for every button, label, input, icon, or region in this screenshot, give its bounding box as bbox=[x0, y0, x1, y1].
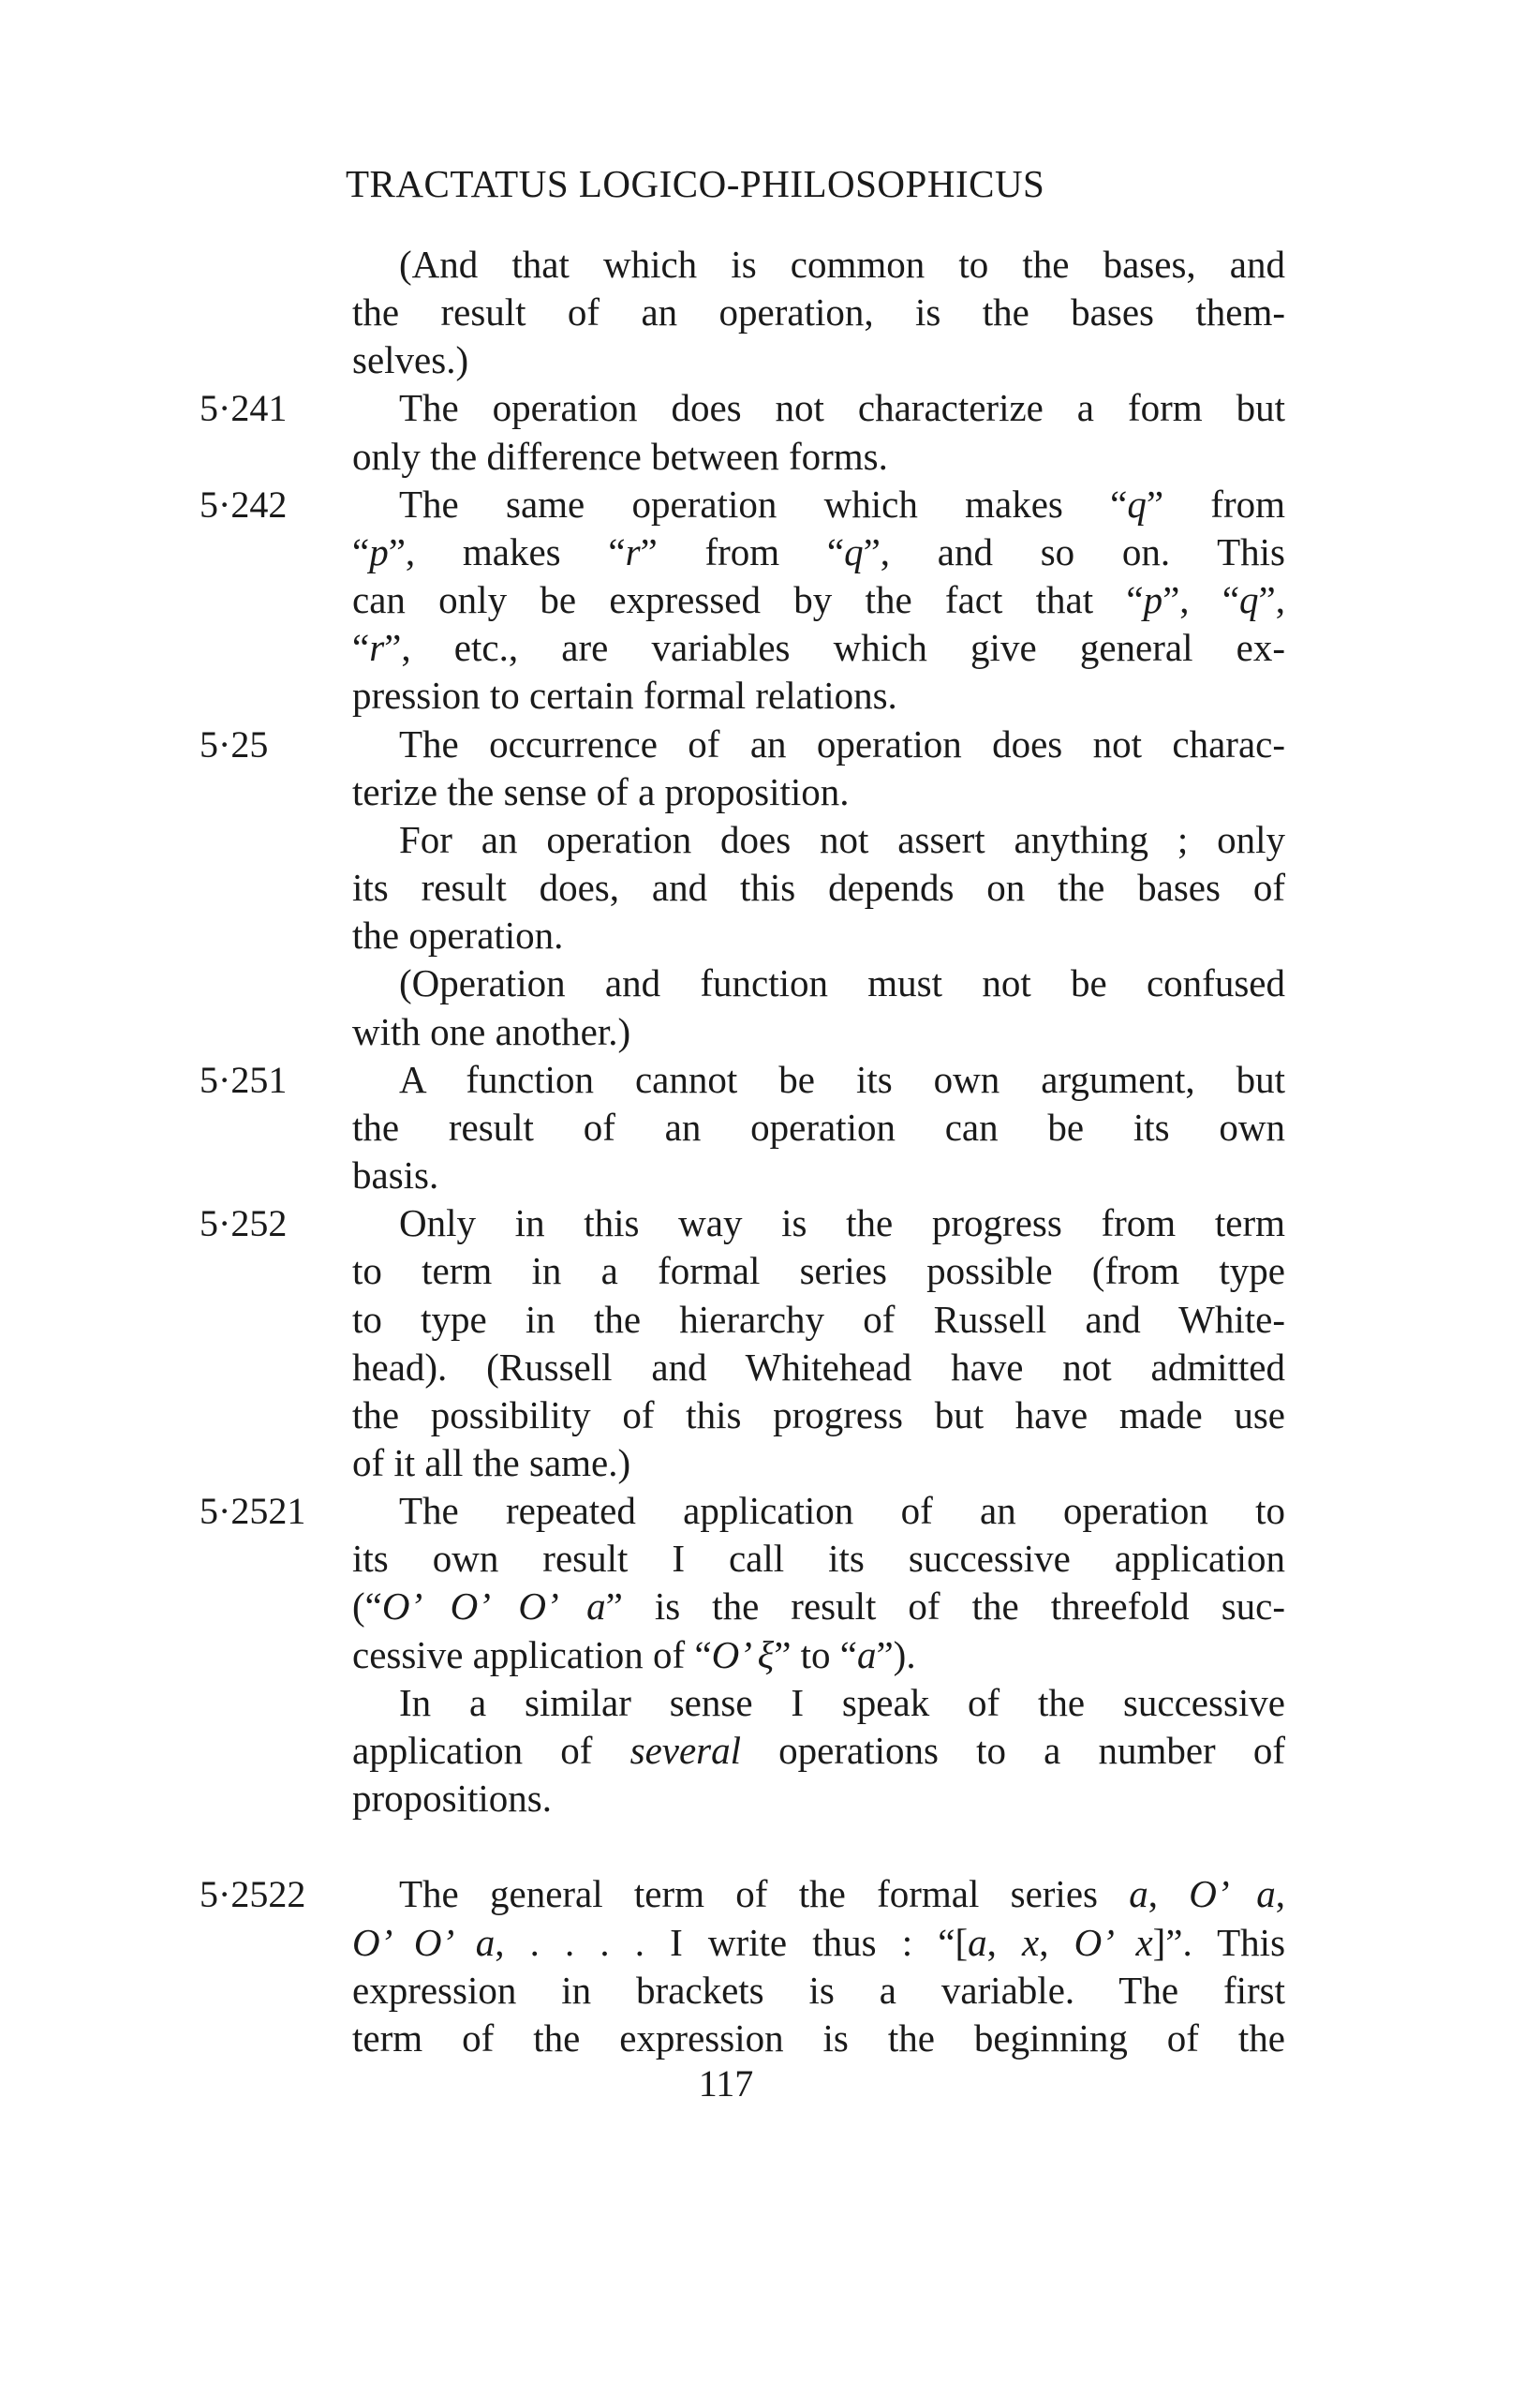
text-line: the operation. bbox=[352, 914, 564, 958]
text-line: pression to certain formal relations. bbox=[352, 674, 897, 718]
italic-term: r bbox=[369, 626, 385, 670]
text-line: The same operation which makes “q” from bbox=[399, 482, 1285, 526]
text-line: Only in this way is the progress from term bbox=[399, 1201, 1285, 1245]
text-line: cessive application of “O’ ξ” to “a”). bbox=[352, 1632, 916, 1676]
text-line: to term in a formal series possible (from type bbox=[352, 1249, 1285, 1293]
text-line: its own result I call its successive application bbox=[352, 1537, 1285, 1581]
text-line: O’ O’ a, . . . . I write thus : “[a, x, O’ x]”. This bbox=[352, 1920, 1286, 1964]
italic-term: r bbox=[625, 529, 641, 573]
italic-term: a bbox=[856, 1632, 877, 1676]
italic-term: a bbox=[968, 1920, 987, 1964]
proposition-number: 5·241 bbox=[200, 387, 288, 430]
italic-term: q bbox=[1239, 578, 1259, 622]
proposition-number: 5·25 bbox=[200, 722, 269, 766]
proposition-number: 5·251 bbox=[200, 1058, 288, 1101]
italic-term: O’ x bbox=[1074, 1920, 1153, 1964]
text-line: The repeated application of an operation to bbox=[399, 1489, 1285, 1533]
text-line: selves.) bbox=[352, 338, 469, 382]
italic-term: p bbox=[1143, 578, 1163, 622]
proposition-number: 5·2522 bbox=[200, 1873, 306, 1916]
proposition-number: 5·242 bbox=[200, 483, 288, 526]
text-line: the result of an operation, is the bases them- bbox=[352, 290, 1285, 335]
text-line: term of the expression is the beginning of the bbox=[352, 2016, 1285, 2060]
text-line: to type in the hierarchy of Russell and White- bbox=[352, 1297, 1285, 1341]
running-head: TRACTATUS LOGICO-PHILOSOPHICUS bbox=[346, 162, 1045, 205]
italic-term: O’ O’ a bbox=[352, 1920, 496, 1964]
text-line: the possibility of this progress but have made use bbox=[352, 1392, 1285, 1436]
text-line: (Operation and function must not be confused bbox=[399, 961, 1285, 1005]
text-line: A function cannot be its own argument, but bbox=[399, 1057, 1285, 1101]
text-line: application of several operations to a number of bbox=[352, 1728, 1286, 1772]
text-line: terize the sense of a proposition. bbox=[352, 769, 850, 813]
text-line: For an operation does not assert anything ; only bbox=[399, 817, 1285, 861]
text-line: The operation does not characterize a form but bbox=[399, 386, 1285, 430]
text-line: The occurrence of an operation does not charac- bbox=[399, 721, 1285, 766]
text-line: propositions. bbox=[352, 1777, 552, 1821]
italic-term: p bbox=[369, 529, 389, 573]
text-line: (And that which is common to the bases, and bbox=[399, 243, 1285, 286]
italic-term: q bbox=[844, 529, 864, 573]
text-line: (“O’ O’ O’ a” is the result of the threefold suc- bbox=[352, 1584, 1286, 1629]
text-line: of it all the same.) bbox=[352, 1441, 631, 1484]
text-line: with one another.) bbox=[352, 1009, 631, 1053]
text-line: the result of an operation can be its own bbox=[352, 1105, 1285, 1149]
page-number: 117 bbox=[698, 2062, 754, 2105]
italic-term: O’ ξ bbox=[711, 1632, 775, 1676]
text-line: head). (Russell and Whitehead have not admitted bbox=[352, 1345, 1285, 1389]
italic-term: x bbox=[1022, 1920, 1040, 1964]
text-line: its result does, and this depends on the bases of bbox=[352, 866, 1285, 910]
text-line: can only be expressed by the fact that “p”, “q”, bbox=[352, 578, 1285, 622]
italic-term: O’ O’ O’ a bbox=[381, 1584, 606, 1629]
text-line: only the difference between forms. bbox=[352, 434, 888, 478]
proposition-number: 5·2521 bbox=[200, 1490, 306, 1533]
italic-term: a bbox=[1129, 1872, 1148, 1916]
proposition-number: 5·252 bbox=[200, 1202, 288, 1245]
italic-term: several bbox=[629, 1728, 742, 1772]
text-line: “r”, etc., are variables which give general ex- bbox=[352, 626, 1285, 670]
text-line: “p”, makes “r” from “q”, and so on. This bbox=[352, 529, 1286, 573]
italic-term: O’ a bbox=[1189, 1872, 1276, 1916]
text-line: In a similar sense I speak of the successive bbox=[399, 1680, 1285, 1724]
italic-term: q bbox=[1127, 482, 1147, 526]
text-line: expression in brackets is a variable. The first bbox=[352, 1968, 1285, 2012]
text-line: basis. bbox=[352, 1153, 439, 1198]
text-line: The general term of the formal series a, O’ a, bbox=[399, 1872, 1285, 1916]
